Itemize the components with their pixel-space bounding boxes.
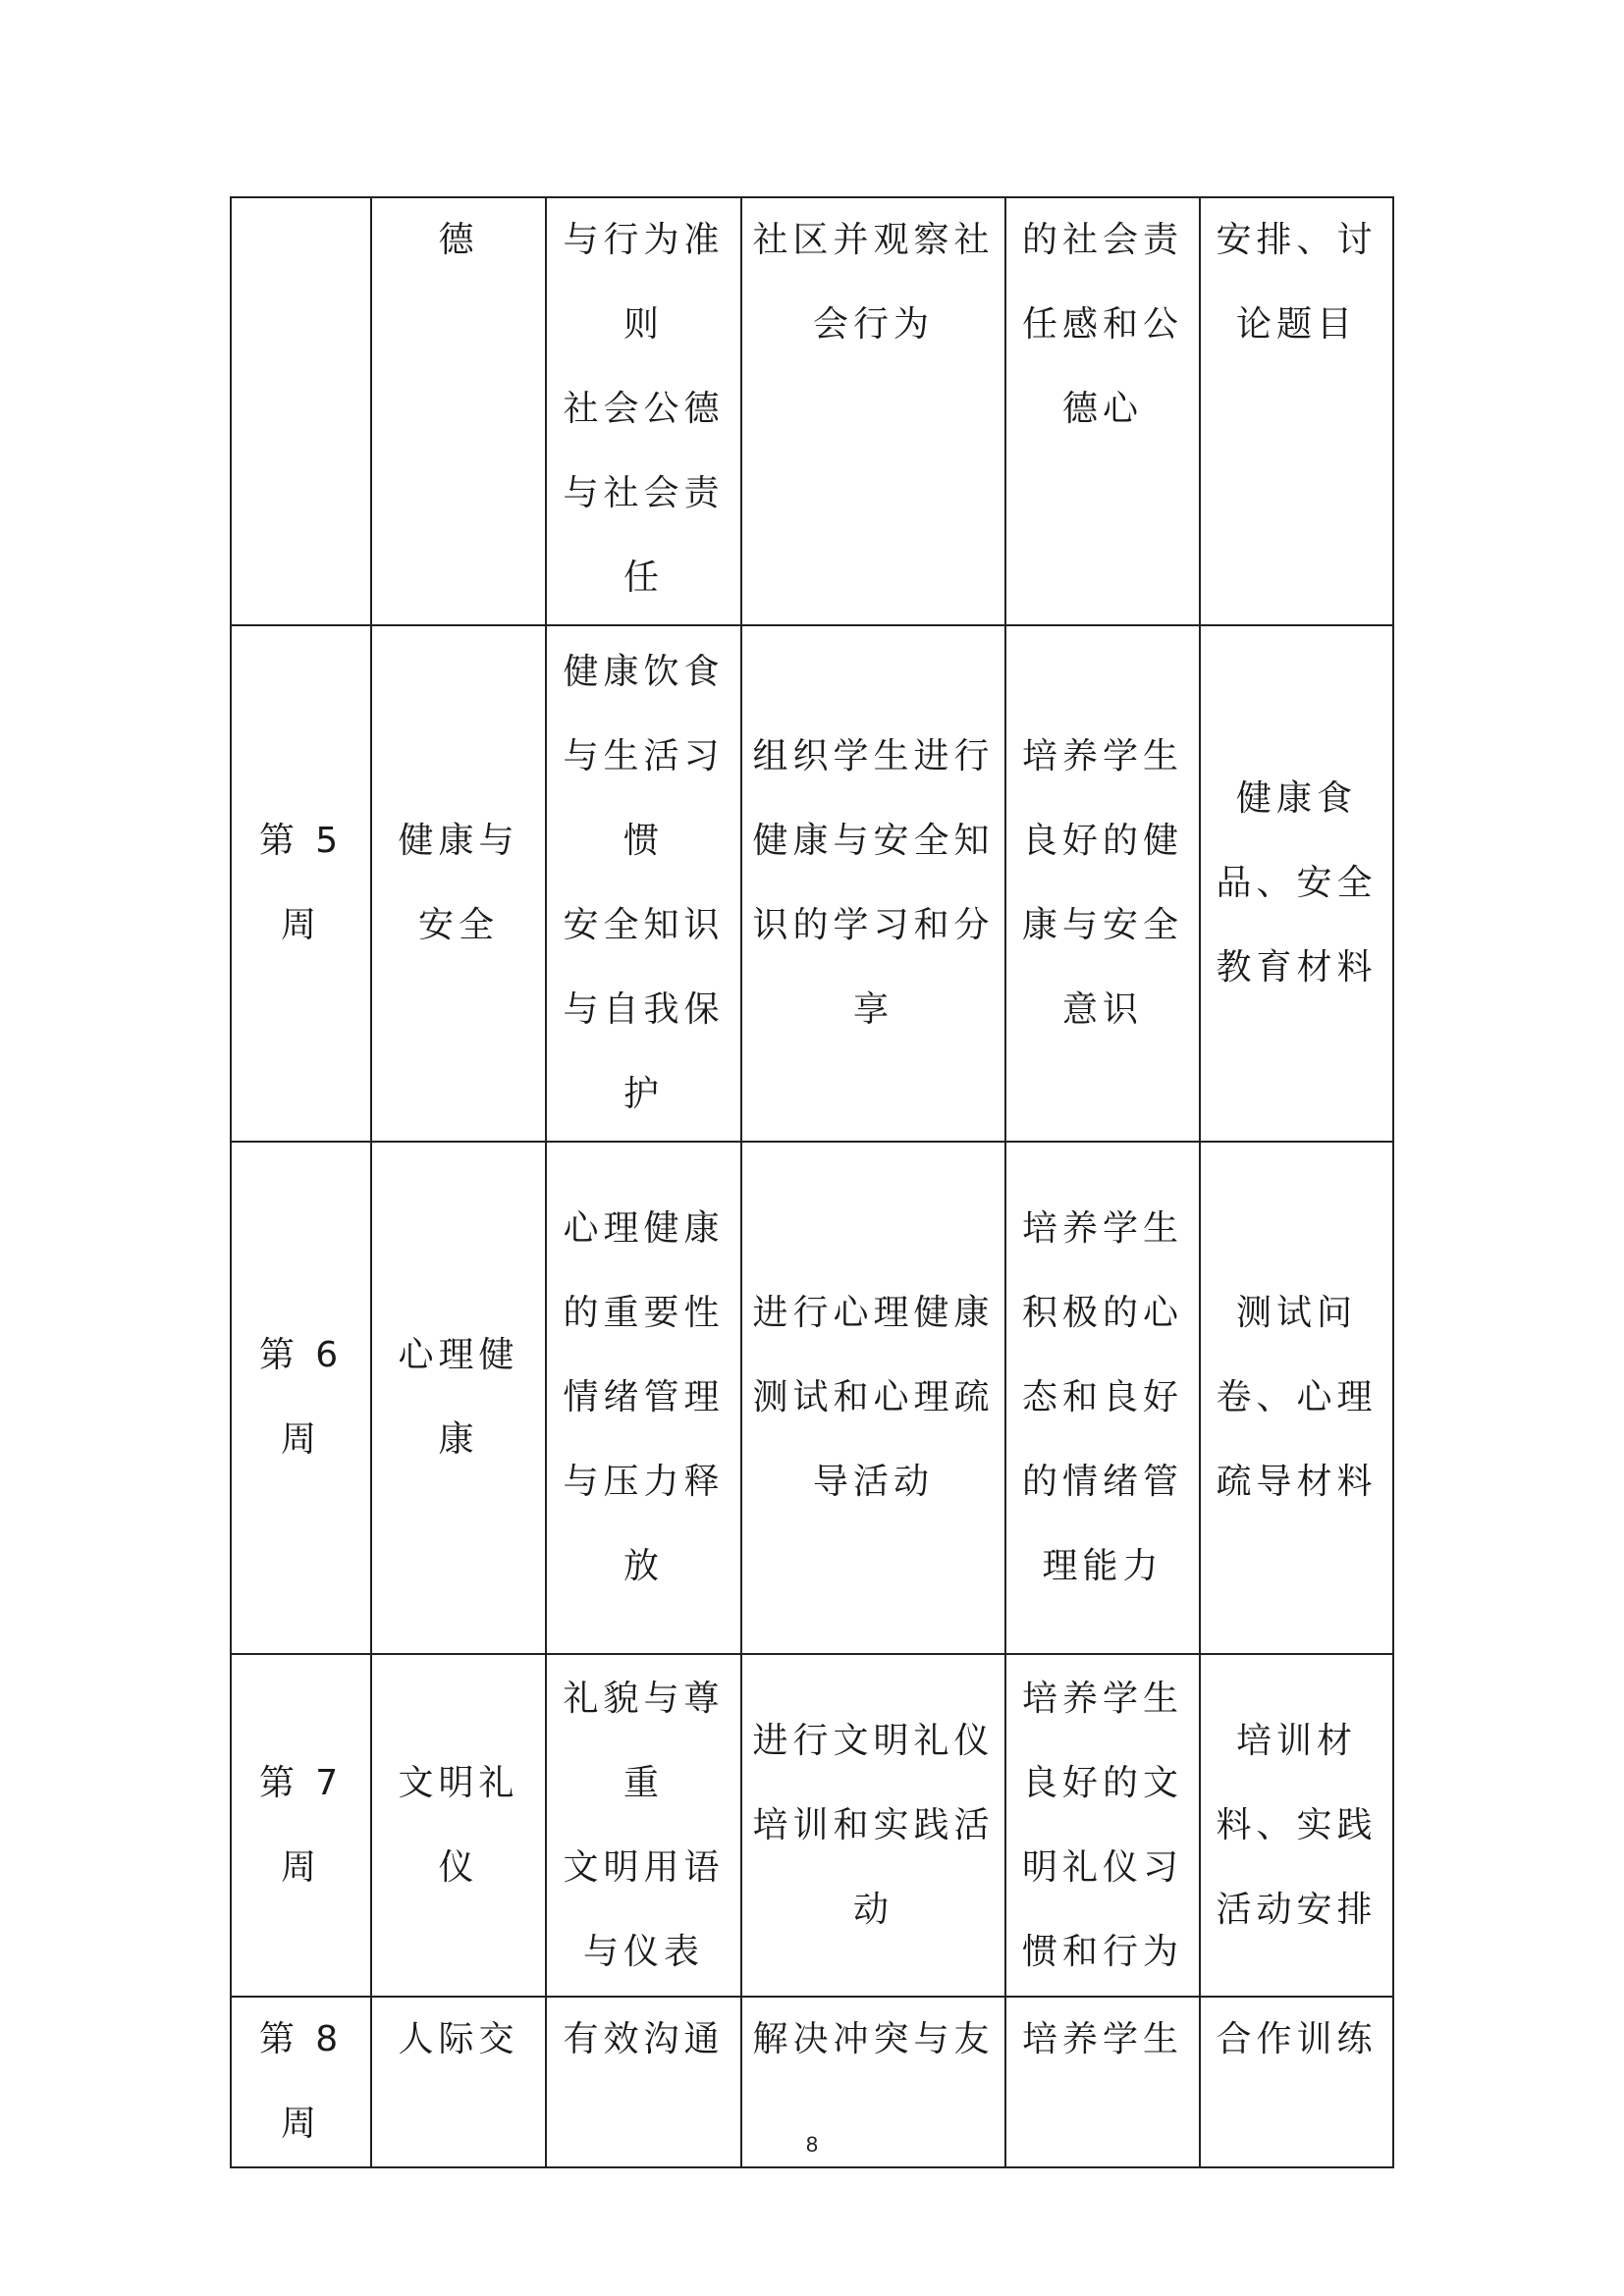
resources-cell: 测试问 卷、心理 疏导材料 [1200,1142,1393,1654]
week-cell [231,197,371,625]
week-cell: 第 6 周 [231,1142,371,1654]
activity-cell: 解决冲突与友 [741,1997,1005,2167]
goal-cell: 培养学生 积极的心 态和良好 的情绪管 理能力 [1005,1142,1200,1654]
content-cell: 礼貌与尊 重 文明用语 与仪表 [546,1654,741,1997]
goal-cell: 培养学生 [1005,1997,1200,2167]
theme-cell: 文明礼 仪 [371,1654,546,1997]
content-cell: 心理健康 的重要性 情绪管理 与压力释 放 [546,1142,741,1654]
content-cell: 与行为准 则 社会公德 与社会责 任 [546,197,741,625]
week-cell: 第 8 周 [231,1997,371,2167]
content-cell: 有效沟通 [546,1997,741,2167]
goal-cell: 培养学生 良好的健 康与安全 意识 [1005,625,1200,1142]
activity-cell: 组织学生进行 健康与安全知 识的学习和分 享 [741,625,1005,1142]
weekly-plan-table [230,196,1394,2168]
resources-cell: 健康食 品、安全 教育材料 [1200,625,1393,1142]
theme-cell: 德 [371,197,546,625]
activity-cell: 社区并观察社 会行为 [741,197,1005,625]
goal-cell: 的社会责 任感和公 德心 [1005,197,1200,625]
table-row [231,1142,1393,1654]
theme-cell: 人际交 [371,1997,546,2167]
theme-cell: 心理健 康 [371,1142,546,1654]
week-cell: 第 5 周 [231,625,371,1142]
page-number: 8 [805,2132,819,2157]
theme-cell: 健康与 安全 [371,625,546,1142]
resources-cell: 安排、讨 论题目 [1200,197,1393,625]
week-cell: 第 7 周 [231,1654,371,1997]
goal-cell: 培养学生 良好的文 明礼仪习 惯和行为 [1005,1654,1200,1997]
resources-cell: 培训材 料、实践 活动安排 [1200,1654,1393,1997]
content-cell: 健康饮食 与生活习 惯 安全知识 与自我保 护 [546,625,741,1142]
table-row [231,197,1393,625]
table-row [231,1654,1393,1997]
table-row [231,625,1393,1142]
activity-cell: 进行文明礼仪 培训和实践活 动 [741,1654,1005,1997]
activity-cell: 进行心理健康 测试和心理疏 导活动 [741,1142,1005,1654]
resources-cell: 合作训练 [1200,1997,1393,2167]
